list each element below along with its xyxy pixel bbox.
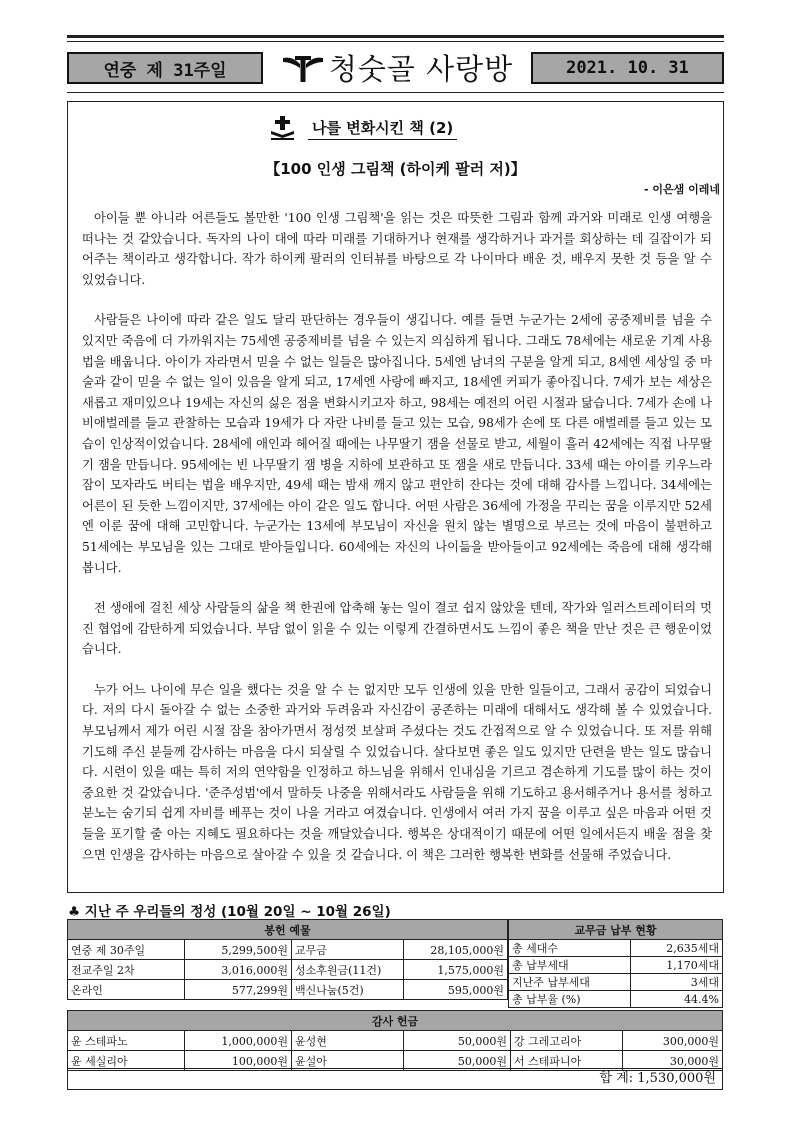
- donor-name: 윤 세실리아: [68, 1051, 185, 1071]
- table-row: [509, 974, 723, 991]
- dues-value: 2,635세대: [631, 940, 723, 957]
- dues-label: 지난주 납부세대: [509, 974, 631, 991]
- book-cross-icon: [270, 115, 296, 141]
- dues-value: 1,170세대: [631, 957, 723, 974]
- article-heading: [270, 115, 550, 141]
- church-logo-icon: [281, 52, 325, 82]
- paragraph: 누가 어느 나이에 무슨 일을 했다는 것을 알 수 는 없지만 모두 인생에 있을 만한 일들이고, 그래서 공감이 되었습니다. 저의 다시 돌아갈 수 없는 소중한 과거와 두려움과 자신감이 공존하는 미래에 대해서도 생각해 볼 수 있었습니다. 부모님께서 제가 어린 시절 잠을 참아가면서 정성껏 보살펴 주셨다는 것도 간접적으로 알 수 있었습니다. 또 저를 위해 기도해 주신 분들께 감사하는 마음을 다시 되살릴 수 있었습니다. 살다보면 좋은 일도 있지만 단련을 받는 일도 많습니다. 시련이 있을 때는 특히 저의 연약함을 인정하고 하느님을 위해서 인내심을 기르고 겸손하게 기도를 많이 하는 것이 중요한 것 같았습니다. '준주성범'에서 말하듯 나중을 위해서라도 사람들을 위해 기도하고 용서해주거나 용서를 청하고 분노는 숨기되 쉽게 자비를 베푸는 것이 나을 거라고 여겼습니다. 인생에서 여러 가지 꿈을 이루고 싶은 마음과 어떤 것들을 포기할 줄 아는 지혜도 필요하다는 것을 깨달았습니다. 행복은 상대적이기 때문에 어떤 일에서든지 배울 점을 찾으면 인생을 감사하는 마음으로 살아갈 수 있을 것 같습니다. 이 책은 그러한 행복한 변화를 선물해 주었습니다.: [82, 682, 712, 862]
- table-row: [68, 980, 508, 1000]
- donor-amount: 50,000원: [404, 1031, 511, 1051]
- header-bottom-rule: [67, 92, 724, 93]
- thanks-offering-header: 감사 헌금: [68, 1011, 723, 1031]
- date-label: 2021. 10. 31: [531, 52, 724, 84]
- regular-offering-table: [67, 919, 508, 1000]
- dues-label: 총 세대수: [509, 940, 631, 957]
- offering-label: 연중 제 30주일: [68, 940, 185, 960]
- table-row: [68, 1031, 723, 1051]
- donor-name: 윤 스테파노: [68, 1031, 185, 1051]
- dues-label: 총 납부율 (%): [509, 991, 631, 1008]
- donor-amount: 1,000,000원: [185, 1031, 292, 1051]
- offering-label: 온라인: [68, 980, 185, 1000]
- paragraph: 전 생애에 걸친 세상 사람들의 삶을 책 한권에 압축해 놓는 일이 결코 쉽지 않았을 텐데, 작가와 일러스트레이터의 멋진 협업에 감탄하게 되었습니다. 부담 없이 읽을 수 있는 이렇게 간결하면서도 느낌이 좋은 책을 만난 것은 큰 행운이었습니다.: [82, 601, 712, 657]
- dues-label: 총 납부세대: [509, 957, 631, 974]
- offering-amount: 28,105,000원: [404, 940, 508, 960]
- paragraph: 사람들은 나이에 따라 같은 일도 달리 판단하는 경우들이 생깁니다. 예를 들면 누군가는 2세에 공중제비를 넘을 수 있지만 죽음에 더 가까워지는 75세엔 공중제비를 넘을 수 있는지 의심하게 됩니다. 그래도 78세에는 새로운 기계 사용법을 배웁니다. 아이가 자라면서 믿을 수 없는 일들은 많아집니다. 5세엔 남녀의 구분을 알게 되고, 8세엔 세상일 중 마술과 같이 믿을 수 없는 일이 있음을 알게 되고, 17세엔 사랑에 빠지고, 18세엔 커피가 좋아집니다. 7세가 보는 세상은 새롭고 재미있으나 19세는 자신의 싫은 점을 변화시키고자 하고, 98세는 예전의 어린 시절과 닮습니다. 7세가 손에 나비애벌레를 들고 관찰하는 모습과 19세가 다 자란 나비를 들고 있는 모습, 98세가 손에 또 다른 애벌레를 들고 있는 모습이 인상적이었습니다. 28세에 애인과 헤어질 때에는 나무딸기 잼을 선물로 받고, 세월이 흘러 42세에는 직접 나무딸기 잼을 만듭니다. 95세에는 빈 나무딸기 잼 병을 지하에 보관하고 또 잼을 새로 만듭니다. 33세 때는 아이를 키우느라 잠이 모자라도 버티는 법을 배우지만, 49세 때는 밤새 깨지 않고 편안히 잔다는 것에 대해 감사를 느낍니다. 34세에는 어른이 된 듯한 느낌이지만, 37세에는 아이 같은 일도 합니다. 어떤 사람은 36세에 가정을 꾸리는 꿈을 이루지만 52세엔 이룬 꿈에 대해 고민합니다. 누군가는 13세에 부모님이 자신을 원치 않는 별명으로 부르는 것에 마음이 불편하고 51세에는 부모님을 있는 그대로 받아들입니다. 60세에는 자신의 나이듦을 받아들이고 92세에는 죽음에 대해 생각해 봅니다.: [82, 313, 712, 575]
- dues-value: 3세대: [631, 974, 723, 991]
- offering-label: 백신나눔(5건): [292, 980, 404, 1000]
- regular-offering-header: 봉헌 예물: [68, 920, 508, 940]
- header-top-rule: [67, 35, 724, 38]
- dues-value: 44.4%: [631, 991, 723, 1008]
- book-subtitle: 【100 인생 그림책 (하이케 팔러 저)】: [265, 160, 526, 178]
- offering-amount: 577,299원: [185, 980, 292, 1000]
- table-row: [509, 957, 723, 974]
- table-row: [68, 960, 508, 980]
- thanks-offering-table: [67, 1010, 723, 1071]
- table-row: [68, 940, 508, 960]
- dues-header: 교무금 납부 현황: [509, 920, 723, 940]
- offering-amount: 5,299,500원: [185, 940, 292, 960]
- donor-amount: 30,000원: [623, 1051, 723, 1071]
- author-line: - 이은샘 이레네: [644, 183, 720, 196]
- donor-name: 윤성현: [292, 1031, 404, 1051]
- article-heading-text: 나를 변화시킨 책 (2): [308, 117, 457, 140]
- offering-label: 전교주일 2차: [68, 960, 185, 980]
- donor-amount: 300,000원: [623, 1031, 723, 1051]
- offering-title: ♣ 지난 주 우리들의 정성 (10월 20일 ~ 10월 26일): [68, 904, 391, 920]
- donor-amount: 50,000원: [404, 1051, 511, 1071]
- article-body: [82, 208, 712, 885]
- offering-amount: 595,000원: [404, 980, 508, 1000]
- bulletin-title: [262, 46, 532, 88]
- paragraph: 아이들 뿐 아니라 어른들도 볼만한 '100 인생 그림책'을 읽는 것은 따뜻한 그림과 함께 과거와 미래로 인생 여행을 떠나는 것 같았습니다. 독자의 나이 대에 따라 미래를 기대하거나 현재를 생각하거나 과거를 회상하는 데 길잡이가 되어주는 책이라고 생각합니다. 작가 하이케 팔러의 인터뷰를 바탕으로 각 나이마다 배운 것, 배우지 못한 것 등을 알 수 있었습니다.: [82, 211, 712, 287]
- donor-name: 강 그레고리아: [511, 1031, 623, 1051]
- offering-amount: 3,016,000원: [185, 960, 292, 980]
- table-row: [509, 940, 723, 957]
- donor-name: 서 스테파니아: [511, 1051, 623, 1071]
- offering-amount: 1,575,000원: [404, 960, 508, 980]
- offering-total: 합 계: 1,530,000원: [67, 1068, 723, 1090]
- header-top-rule-thin: [67, 41, 724, 42]
- donor-name: 윤설아: [292, 1051, 404, 1071]
- offering-label: 교무금: [292, 940, 404, 960]
- bulletin-title-text: 청숫골 사랑방: [328, 51, 514, 86]
- dues-table: [508, 919, 723, 1008]
- offering-label: 성소후원금(11건): [292, 960, 404, 980]
- table-row: [509, 991, 723, 1008]
- week-label: 연중 제 31주일: [67, 52, 263, 84]
- donor-amount: 100,000원: [185, 1051, 292, 1071]
